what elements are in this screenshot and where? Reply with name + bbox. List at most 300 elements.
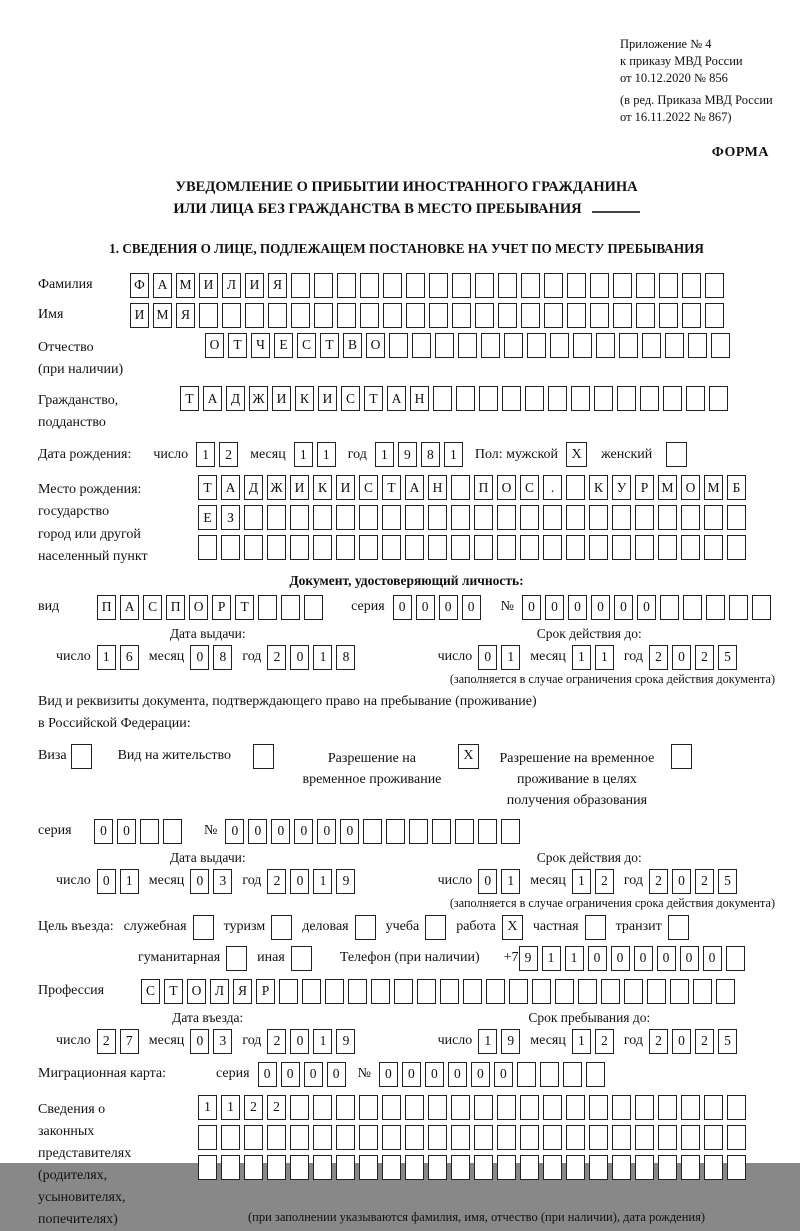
char-box[interactable] — [589, 1155, 608, 1180]
char-box[interactable]: А — [405, 475, 424, 500]
char-box[interactable] — [313, 1125, 332, 1150]
char-box[interactable]: П — [166, 595, 185, 620]
char-box[interactable] — [612, 1155, 631, 1180]
char-box[interactable] — [590, 303, 609, 328]
char-box[interactable] — [382, 1155, 401, 1180]
purpose-private-checkbox[interactable] — [585, 915, 606, 940]
char-box[interactable] — [313, 1095, 332, 1120]
char-box[interactable] — [704, 505, 723, 530]
char-box[interactable]: 2 — [695, 869, 714, 894]
char-box[interactable]: 1 — [313, 869, 332, 894]
char-box[interactable] — [682, 273, 701, 298]
char-box[interactable] — [566, 1095, 585, 1120]
char-box[interactable] — [313, 535, 332, 560]
char-box[interactable]: 9 — [398, 442, 417, 467]
residence-permit-checkbox[interactable] — [253, 744, 274, 769]
char-box[interactable] — [509, 979, 528, 1004]
char-box[interactable]: 0 — [478, 645, 497, 670]
char-box[interactable]: 7 — [120, 1029, 139, 1054]
char-box[interactable]: Т — [228, 333, 247, 358]
char-box[interactable] — [681, 505, 700, 530]
char-box[interactable] — [481, 333, 500, 358]
char-box[interactable]: 0 — [294, 819, 313, 844]
char-box[interactable] — [221, 535, 240, 560]
char-box[interactable] — [612, 535, 631, 560]
char-box[interactable]: С — [341, 386, 360, 411]
char-box[interactable] — [647, 979, 666, 1004]
char-box[interactable] — [543, 1155, 562, 1180]
char-box[interactable] — [573, 333, 592, 358]
char-box[interactable]: 3 — [213, 869, 232, 894]
char-box[interactable]: Я — [268, 273, 287, 298]
purpose-tourism-checkbox[interactable] — [271, 915, 292, 940]
char-box[interactable] — [281, 595, 300, 620]
char-box[interactable] — [658, 1155, 677, 1180]
char-box[interactable] — [452, 303, 471, 328]
char-box[interactable] — [596, 333, 615, 358]
char-box[interactable] — [681, 1155, 700, 1180]
char-box[interactable] — [612, 505, 631, 530]
char-box[interactable]: 0 — [462, 595, 481, 620]
char-box[interactable] — [478, 819, 497, 844]
char-box[interactable]: К — [589, 475, 608, 500]
char-box[interactable]: 0 — [327, 1062, 346, 1087]
char-box[interactable]: 1 — [501, 869, 520, 894]
char-box[interactable]: 0 — [439, 595, 458, 620]
char-box[interactable]: Ч — [251, 333, 270, 358]
char-box[interactable] — [325, 979, 344, 1004]
char-box[interactable]: 0 — [290, 869, 309, 894]
char-box[interactable] — [412, 333, 431, 358]
char-box[interactable]: М — [704, 475, 723, 500]
char-box[interactable]: 0 — [97, 869, 116, 894]
char-box[interactable] — [163, 819, 182, 844]
char-box[interactable] — [497, 1125, 516, 1150]
char-box[interactable]: 0 — [379, 1062, 398, 1087]
char-box[interactable] — [302, 979, 321, 1004]
char-box[interactable]: М — [658, 475, 677, 500]
char-box[interactable]: З — [221, 505, 240, 530]
char-box[interactable] — [405, 1095, 424, 1120]
char-box[interactable]: Т — [364, 386, 383, 411]
char-box[interactable]: Ф — [130, 273, 149, 298]
char-box[interactable]: Р — [212, 595, 231, 620]
char-box[interactable] — [244, 505, 263, 530]
char-box[interactable] — [258, 595, 277, 620]
char-box[interactable]: 2 — [649, 869, 668, 894]
char-box[interactable]: П — [474, 475, 493, 500]
purpose-transit-checkbox[interactable] — [668, 915, 689, 940]
char-box[interactable] — [383, 303, 402, 328]
char-box[interactable] — [279, 979, 298, 1004]
char-box[interactable]: Л — [210, 979, 229, 1004]
char-box[interactable]: Р — [256, 979, 275, 1004]
char-box[interactable] — [337, 303, 356, 328]
purpose-business-checkbox[interactable] — [355, 915, 376, 940]
char-box[interactable]: 0 — [634, 946, 653, 971]
char-box[interactable]: А — [203, 386, 222, 411]
char-box[interactable] — [486, 979, 505, 1004]
char-box[interactable] — [566, 1125, 585, 1150]
char-box[interactable]: 2 — [267, 1095, 286, 1120]
char-box[interactable] — [532, 979, 551, 1004]
char-box[interactable]: 1 — [375, 442, 394, 467]
char-box[interactable] — [382, 1095, 401, 1120]
char-box[interactable] — [520, 1155, 539, 1180]
char-box[interactable] — [290, 1125, 309, 1150]
char-box[interactable]: 2 — [695, 1029, 714, 1054]
char-box[interactable] — [336, 1155, 355, 1180]
purpose-humanitarian-checkbox[interactable] — [226, 946, 247, 971]
char-box[interactable]: 9 — [501, 1029, 520, 1054]
char-box[interactable]: Н — [410, 386, 429, 411]
char-box[interactable]: 1 — [572, 869, 591, 894]
char-box[interactable] — [520, 535, 539, 560]
char-box[interactable] — [429, 273, 448, 298]
char-box[interactable]: 0 — [225, 819, 244, 844]
char-box[interactable] — [659, 273, 678, 298]
char-box[interactable]: 0 — [680, 946, 699, 971]
char-box[interactable]: А — [153, 273, 172, 298]
char-box[interactable] — [463, 979, 482, 1004]
char-box[interactable] — [455, 819, 474, 844]
char-box[interactable] — [727, 1125, 746, 1150]
char-box[interactable] — [244, 1125, 263, 1150]
char-box[interactable]: 1 — [313, 1029, 332, 1054]
char-box[interactable] — [665, 333, 684, 358]
char-box[interactable] — [704, 535, 723, 560]
char-box[interactable]: 2 — [267, 645, 286, 670]
char-box[interactable]: И — [336, 475, 355, 500]
char-box[interactable]: Д — [226, 386, 245, 411]
char-box[interactable]: С — [297, 333, 316, 358]
char-box[interactable] — [451, 505, 470, 530]
char-box[interactable] — [548, 386, 567, 411]
char-box[interactable]: 1 — [565, 946, 584, 971]
char-box[interactable] — [681, 1095, 700, 1120]
char-box[interactable] — [140, 819, 159, 844]
char-box[interactable]: С — [141, 979, 160, 1004]
char-box[interactable] — [359, 1125, 378, 1150]
char-box[interactable]: 0 — [591, 595, 610, 620]
char-box[interactable]: 0 — [190, 1029, 209, 1054]
char-box[interactable]: О — [205, 333, 224, 358]
char-box[interactable]: 6 — [120, 645, 139, 670]
char-box[interactable]: 8 — [336, 645, 355, 670]
char-box[interactable]: 2 — [649, 1029, 668, 1054]
char-box[interactable]: 1 — [120, 869, 139, 894]
char-box[interactable] — [727, 505, 746, 530]
char-box[interactable]: 1 — [444, 442, 463, 467]
char-box[interactable]: Т — [320, 333, 339, 358]
char-box[interactable] — [474, 505, 493, 530]
char-box[interactable] — [394, 979, 413, 1004]
char-box[interactable]: Т — [180, 386, 199, 411]
char-box[interactable]: 2 — [649, 645, 668, 670]
char-box[interactable]: 0 — [478, 869, 497, 894]
char-box[interactable]: Я — [233, 979, 252, 1004]
char-box[interactable] — [405, 535, 424, 560]
char-box[interactable]: 2 — [97, 1029, 116, 1054]
char-box[interactable] — [290, 535, 309, 560]
char-box[interactable]: 0 — [290, 1029, 309, 1054]
char-box[interactable]: 0 — [281, 1062, 300, 1087]
char-box[interactable]: 0 — [588, 946, 607, 971]
char-box[interactable] — [382, 535, 401, 560]
char-box[interactable] — [409, 819, 428, 844]
char-box[interactable]: 0 — [703, 946, 722, 971]
char-box[interactable]: 0 — [611, 946, 630, 971]
visa-checkbox[interactable] — [71, 744, 92, 769]
char-box[interactable] — [578, 979, 597, 1004]
char-box[interactable]: 3 — [213, 1029, 232, 1054]
char-box[interactable]: М — [153, 303, 172, 328]
char-box[interactable]: 9 — [336, 1029, 355, 1054]
char-box[interactable] — [198, 535, 217, 560]
char-box[interactable]: 0 — [657, 946, 676, 971]
char-box[interactable] — [475, 273, 494, 298]
char-box[interactable] — [451, 535, 470, 560]
char-box[interactable] — [594, 386, 613, 411]
char-box[interactable]: О — [189, 595, 208, 620]
char-box[interactable]: О — [497, 475, 516, 500]
char-box[interactable] — [267, 535, 286, 560]
char-box[interactable] — [371, 979, 390, 1004]
char-box[interactable]: 0 — [494, 1062, 513, 1087]
char-box[interactable]: 0 — [258, 1062, 277, 1087]
purpose-study-checkbox[interactable] — [425, 915, 446, 940]
char-box[interactable]: 0 — [271, 819, 290, 844]
char-box[interactable]: Т — [164, 979, 183, 1004]
char-box[interactable]: Д — [244, 475, 263, 500]
char-box[interactable] — [566, 505, 585, 530]
char-box[interactable] — [383, 273, 402, 298]
char-box[interactable]: 5 — [718, 645, 737, 670]
char-box[interactable] — [525, 386, 544, 411]
char-box[interactable] — [497, 535, 516, 560]
char-box[interactable]: С — [143, 595, 162, 620]
char-box[interactable]: Н — [428, 475, 447, 500]
char-box[interactable]: 0 — [402, 1062, 421, 1087]
char-box[interactable] — [221, 1155, 240, 1180]
char-box[interactable] — [314, 273, 333, 298]
char-box[interactable] — [474, 1155, 493, 1180]
char-box[interactable]: М — [176, 273, 195, 298]
char-box[interactable] — [624, 979, 643, 1004]
char-box[interactable] — [726, 946, 745, 971]
char-box[interactable] — [543, 1125, 562, 1150]
char-box[interactable]: 2 — [595, 869, 614, 894]
char-box[interactable] — [555, 979, 574, 1004]
char-box[interactable] — [617, 386, 636, 411]
char-box[interactable]: В — [343, 333, 362, 358]
char-box[interactable] — [659, 303, 678, 328]
char-box[interactable] — [498, 273, 517, 298]
char-box[interactable]: Л — [222, 273, 241, 298]
char-box[interactable]: 2 — [219, 442, 238, 467]
char-box[interactable] — [474, 1125, 493, 1150]
char-box[interactable] — [406, 303, 425, 328]
char-box[interactable] — [635, 1125, 654, 1150]
char-box[interactable] — [359, 1155, 378, 1180]
char-box[interactable] — [291, 303, 310, 328]
char-box[interactable]: К — [313, 475, 332, 500]
char-box[interactable]: С — [359, 475, 378, 500]
char-box[interactable] — [635, 1095, 654, 1120]
char-box[interactable]: Я — [176, 303, 195, 328]
char-box[interactable] — [304, 595, 323, 620]
char-box[interactable] — [428, 1155, 447, 1180]
char-box[interactable] — [497, 1095, 516, 1120]
char-box[interactable] — [521, 303, 540, 328]
char-box[interactable] — [543, 505, 562, 530]
char-box[interactable] — [566, 535, 585, 560]
char-box[interactable]: И — [318, 386, 337, 411]
char-box[interactable]: 1 — [313, 645, 332, 670]
char-box[interactable]: 1 — [501, 645, 520, 670]
char-box[interactable]: 0 — [672, 869, 691, 894]
char-box[interactable]: 5 — [718, 869, 737, 894]
char-box[interactable] — [563, 1062, 582, 1087]
char-box[interactable] — [428, 505, 447, 530]
char-box[interactable]: 0 — [471, 1062, 490, 1087]
char-box[interactable]: Т — [198, 475, 217, 500]
char-box[interactable] — [601, 979, 620, 1004]
char-box[interactable] — [752, 595, 771, 620]
char-box[interactable]: О — [366, 333, 385, 358]
char-box[interactable] — [429, 303, 448, 328]
char-box[interactable] — [727, 1155, 746, 1180]
char-box[interactable] — [566, 475, 585, 500]
char-box[interactable]: 0 — [425, 1062, 444, 1087]
char-box[interactable] — [704, 1125, 723, 1150]
char-box[interactable] — [520, 1095, 539, 1120]
char-box[interactable]: 8 — [421, 442, 440, 467]
char-box[interactable]: 0 — [393, 595, 412, 620]
char-box[interactable] — [313, 1155, 332, 1180]
char-box[interactable] — [456, 386, 475, 411]
char-box[interactable] — [544, 273, 563, 298]
char-box[interactable] — [612, 1125, 631, 1150]
char-box[interactable] — [589, 505, 608, 530]
char-box[interactable]: 1 — [294, 442, 313, 467]
char-box[interactable] — [683, 595, 702, 620]
sex-female-checkbox[interactable] — [666, 442, 687, 467]
char-box[interactable] — [504, 333, 523, 358]
char-box[interactable]: И — [272, 386, 291, 411]
char-box[interactable] — [337, 273, 356, 298]
char-box[interactable] — [474, 1095, 493, 1120]
char-box[interactable] — [566, 1155, 585, 1180]
char-box[interactable]: С — [520, 475, 539, 500]
char-box[interactable] — [417, 979, 436, 1004]
char-box[interactable]: Р — [635, 475, 654, 500]
char-box[interactable]: 0 — [248, 819, 267, 844]
temp-residence-checkbox[interactable]: X — [458, 744, 479, 769]
char-box[interactable] — [705, 303, 724, 328]
char-box[interactable] — [727, 535, 746, 560]
char-box[interactable] — [688, 333, 707, 358]
char-box[interactable] — [544, 303, 563, 328]
char-box[interactable] — [389, 333, 408, 358]
char-box[interactable] — [428, 1095, 447, 1120]
char-box[interactable] — [681, 1125, 700, 1150]
char-box[interactable] — [451, 1125, 470, 1150]
char-box[interactable] — [636, 273, 655, 298]
char-box[interactable]: 0 — [614, 595, 633, 620]
char-box[interactable]: 0 — [304, 1062, 323, 1087]
char-box[interactable] — [267, 505, 286, 530]
char-box[interactable] — [222, 303, 241, 328]
char-box[interactable] — [198, 1125, 217, 1150]
char-box[interactable] — [458, 333, 477, 358]
char-box[interactable] — [432, 819, 451, 844]
char-box[interactable]: 0 — [117, 819, 136, 844]
char-box[interactable]: Ж — [249, 386, 268, 411]
char-box[interactable] — [428, 1125, 447, 1150]
char-box[interactable] — [682, 303, 701, 328]
char-box[interactable]: 1 — [542, 946, 561, 971]
char-box[interactable]: И — [130, 303, 149, 328]
char-box[interactable]: 0 — [94, 819, 113, 844]
char-box[interactable]: У — [612, 475, 631, 500]
char-box[interactable]: 0 — [317, 819, 336, 844]
char-box[interactable] — [475, 303, 494, 328]
char-box[interactable]: 0 — [416, 595, 435, 620]
char-box[interactable] — [435, 333, 454, 358]
char-box[interactable]: 8 — [213, 645, 232, 670]
char-box[interactable]: 0 — [190, 869, 209, 894]
char-box[interactable]: 0 — [340, 819, 359, 844]
char-box[interactable] — [348, 979, 367, 1004]
char-box[interactable] — [497, 505, 516, 530]
char-box[interactable] — [635, 505, 654, 530]
char-box[interactable] — [589, 1095, 608, 1120]
char-box[interactable]: Т — [382, 475, 401, 500]
char-box[interactable]: 0 — [672, 645, 691, 670]
char-box[interactable] — [635, 1155, 654, 1180]
char-box[interactable]: 0 — [545, 595, 564, 620]
char-box[interactable] — [314, 303, 333, 328]
char-box[interactable] — [267, 1125, 286, 1150]
char-box[interactable]: 0 — [290, 645, 309, 670]
char-box[interactable] — [636, 303, 655, 328]
char-box[interactable] — [382, 505, 401, 530]
char-box[interactable]: И — [245, 273, 264, 298]
char-box[interactable]: 2 — [244, 1095, 263, 1120]
char-box[interactable]: 1 — [97, 645, 116, 670]
char-box[interactable] — [635, 535, 654, 560]
char-box[interactable]: 2 — [695, 645, 714, 670]
char-box[interactable]: А — [120, 595, 139, 620]
char-box[interactable] — [386, 819, 405, 844]
char-box[interactable]: 1 — [317, 442, 336, 467]
char-box[interactable]: О — [681, 475, 700, 500]
char-box[interactable] — [681, 535, 700, 560]
char-box[interactable] — [245, 303, 264, 328]
char-box[interactable] — [729, 595, 748, 620]
char-box[interactable] — [711, 333, 730, 358]
purpose-other-checkbox[interactable] — [291, 946, 312, 971]
char-box[interactable] — [660, 595, 679, 620]
char-box[interactable] — [543, 535, 562, 560]
char-box[interactable] — [501, 819, 520, 844]
char-box[interactable] — [520, 1125, 539, 1150]
char-box[interactable] — [291, 273, 310, 298]
char-box[interactable] — [658, 1125, 677, 1150]
char-box[interactable] — [586, 1062, 605, 1087]
char-box[interactable] — [693, 979, 712, 1004]
